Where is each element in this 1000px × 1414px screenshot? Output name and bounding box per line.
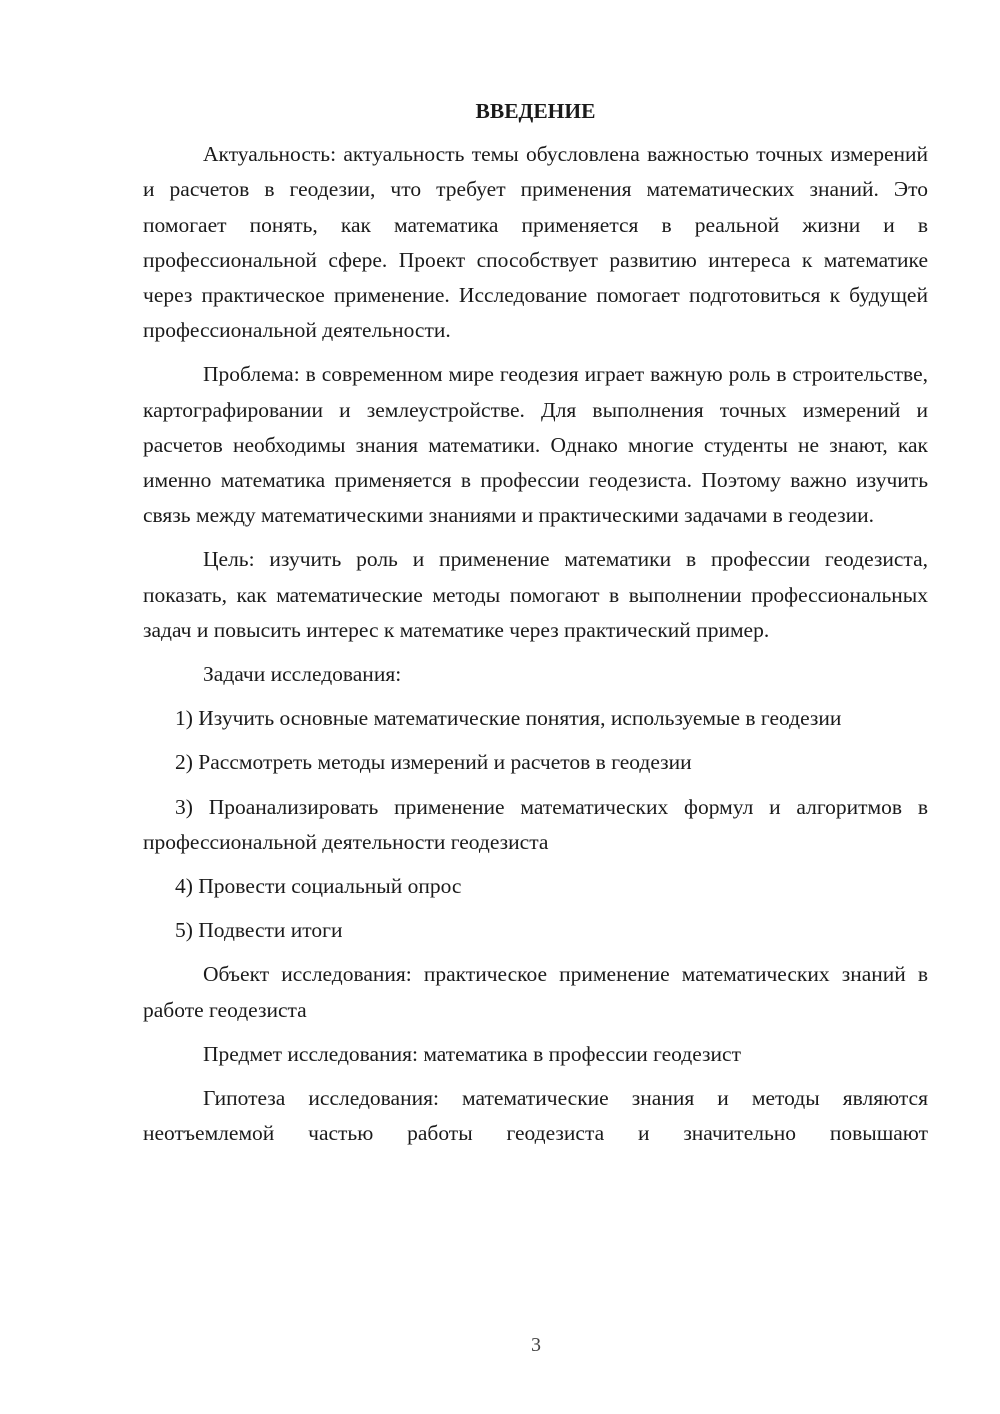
hypothesis-paragraph: Гипотеза исследования: математические знания и методы являются неотъемлемой частью работы геодезиста и значительно повышают [143,1086,928,1146]
task-item: 4) Провести социальный опрос [175,874,462,899]
task-item: 5) Подвести итоги [175,918,343,943]
page-number: 3 [531,1334,541,1356]
subject-paragraph: Предмет исследования: математика в профессии геодезист [203,1041,741,1066]
problem-paragraph: Проблема: в современном мире геодезия играет важную роль в строительстве, картографировании и землеустройстве. Для выполнения точных измерений и расчетов необходимы знания математики. Однако многие студенты не знают, как именно математика применяется в профессии геодезиста. Поэтому важно изучить связь между математическими знаниями и практическими задачами в геодезии. [143,362,928,528]
task-item: 2) Рассмотреть методы измерений и расчетов в геодезии [175,750,692,775]
goal-paragraph: Цель: изучить роль и применение математики в профессии геодезиста, показать, как математические методы помогают в выполнении профессиональных задач и повысить интерес к математике через практический пример. [143,547,928,642]
page-body [143,94,928,1160]
tasks-heading: Задачи исследования: [203,662,402,687]
task-item: 3) Проанализировать применение математических формул и алгоритмов в профессиональной деятельности геодезиста [143,794,928,854]
section-heading: ВВЕДЕНИЕ [475,99,596,123]
object-paragraph: Объект исследования: практическое применение математических знаний в работе геодезиста [143,962,928,1022]
task-item: 1) Изучить основные математические понятия, используемые в геодезии [175,706,842,731]
relevance-paragraph: Актуальность: актуальность темы обусловлена важностью точных измерений и расчетов в геодезии, что требует применения математических знаний. Это помогает понять, как математика применяется в реальной жизни и в профессиональной сфере. Проект способствует развитию интереса к математике через практическое применение. Исследование помогает подготовиться к будущей профессиональной деятельности. [143,142,928,343]
